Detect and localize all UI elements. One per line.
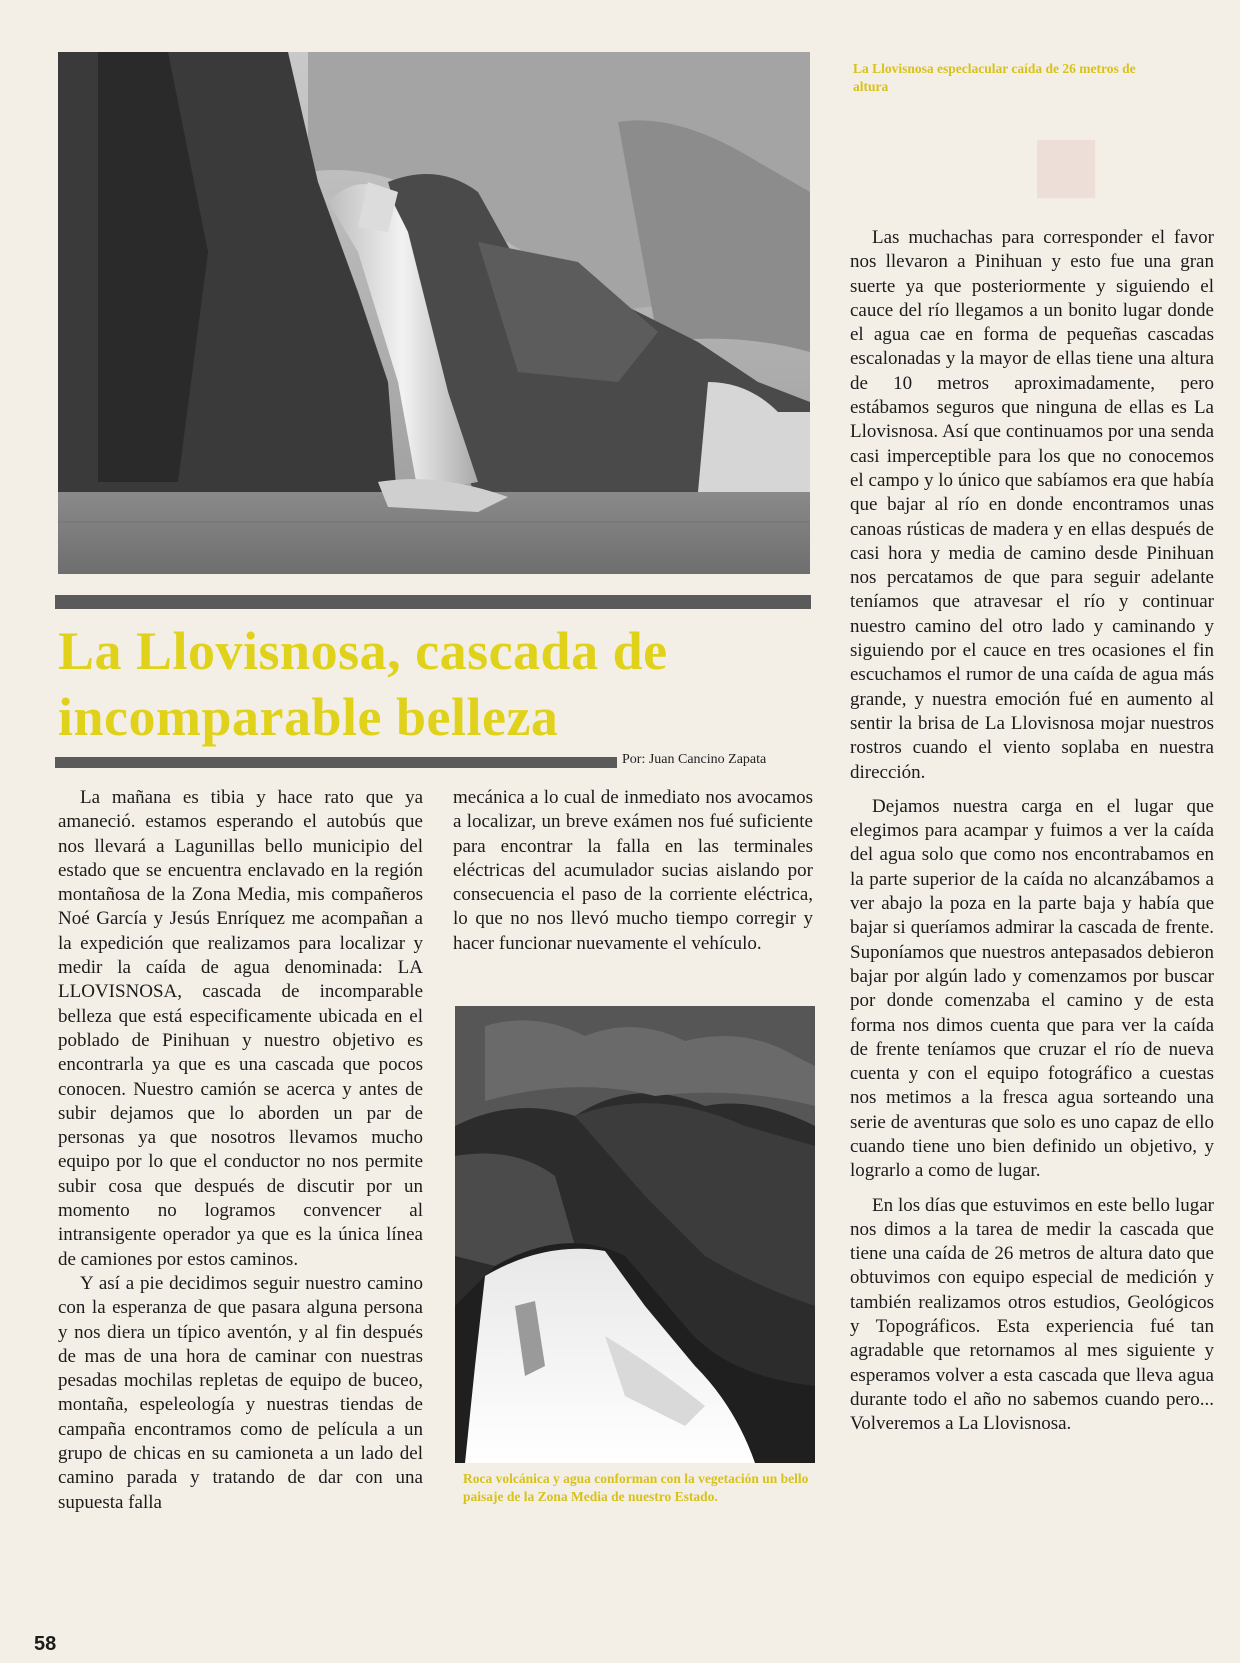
headline-rule-bottom [55,757,617,768]
body-column-middle [453,786,813,956]
article-headline: La Llovisnosa, cascada de incomparable belleza [58,621,668,747]
page-number: 58 [34,1633,57,1655]
byline: Por: Juan Cancino Zapata [622,752,767,767]
paragraph: Y así a pie decidimos seguir nuestro camino con la esperanza de que pasara alguna persona y nos diera un típico aventón, y al fin después de mas de una hora de caminar con nuestras pesadas mochilas repletas de equipo de buceo, montaña, espeleología y nuestras tiendas de campaña encontramos como de película a un grupo de chicas en su camioneta a un lado del camino parada y tratando de dar con una supuesta falla [58,1272,423,1513]
paragraph: mecánica a lo cual de inmediato nos avocamos a localizar, un breve exámen nos fué suficiente para encontrar la falla en las terminales eléctricas del acumulador sucias aislando por consecuencia el paso de la corriente eléctrica, lo que no nos llevó mucho tiempo corregir y hacer funcionar nuevamente el vehículo. [453,787,813,954]
body-column-right [850,226,1214,1437]
second-photo-caption: Roca volcánica y agua conforman con la vegetación un bello paisaje de la Zona Media de nuestro Estado. [463,1471,809,1504]
paragraph: Dejamos nuestra carga en el lugar que elegimos para acampar y fuimos a ver la caída del agua solo que como nos encontrabamos en la parte superior de la caída no alcanzábamos a ver abajo la poza en la parte baja y había que bajar si queríamos admirar la cascada de frente. Suponíamos que nuestros antepasados debieron bajar por algún lado y comenzamos por buscar por donde comenzaba el camino y de esta forma nos dimos cuenta que para ver la caída de frente teníamos que cruzar el río de nueva cuenta y con el equipo fotográfico a cuestas nos metimos a la fresca agua sorteando una serie de aventuras que solo es uno capaz de ello cuando tiene uno bien definido un objetivo, y lograrlo a como de lugar. [850,795,1214,1182]
paragraph: Las muchachas para corresponder el favor nos llevaron a Pinihuan y esto fue una gran suerte ya que posteriormente y siguiendo el cauce del río llegamos a un bonito lugar donde el agua cae en forma de pequeñas cascadas escalonadas y la mayor de ellas tiene una altura de 10 metros aproximadamente, pero estábamos seguros que ninguna de ellas es La Llovisnosa. Así que continuamos por una senda casi imperceptible para los que no conocemos el campo y lo único que sabíamos era que había que bajar al río en donde encontramos unas canoas rústicas de madera y en ellas después de casi hora y media de camino desde Pinihuan nos percatamos de que para seguir adelante teníamos que atravesar el río y continuar nuestro camino del otro lado y caminando y siguiendo por el cauce en tres ocasiones el fin escuchamos el rumor de una caída de agua más grande, y nuestra emoción fué en aumento al sentir la brisa de La Llovisnosa mojar nuestros rostros cuando el viento soplaba en nuestra dirección. [850,227,1214,783]
main-photo-caption: La Llovisnosa especlacular caída de 26 metros de altura [853,61,1136,94]
paragraph: La mañana es tibia y hace rato que ya amaneció. estamos esperando el autobús que nos llevará a Lagunillas bello municipio del estado que se encuentra enclavado en la región montañosa de la Zona Media, mis compañeros Noé García y Jesús Enríquez me acompañan a la expedición que realizamos para localizar y medir la caída de agua denominada: LA LLOVISNOSA, cascada de incomparable belleza que está especificamente ubicada en el poblado de Pinihuan y nuestro objetivo es encontrarla ya que es una cascada que pocos conocen. Nuestro camión se acerca y antes de subir dejamos que lo aborden un par de personas ya que nosotros llevamos mucho equipo por lo que el conductor no nos permite subir cosa que después de discutir por un momento no logramos convencer al intransigente operador ya que es la única línea de camiones por estos caminos. [58,787,423,1270]
headline-rule-top [55,595,811,609]
show-through-shape: ■ [1030,97,1103,231]
body-column-left [58,786,423,1515]
paragraph: En los días que estuvimos en este bello lugar nos dimos a la tarea de medir la cascada que tiene una caída de 26 metros de altura dato que obtuvimos con equipo especial de medición y también realizamos otros estudios, Geológicos y Topográficos. Esta experiencia fué tan agradable que retornamos al mes siguiente y esperamos volver a esta cascada que lleva agua durante todo el año no sabemos cuando pero... Volveremos a La Llovisnosa. [850,1194,1214,1435]
waterfall-photo [58,52,810,574]
volcanic-rock-photo [455,1006,815,1463]
